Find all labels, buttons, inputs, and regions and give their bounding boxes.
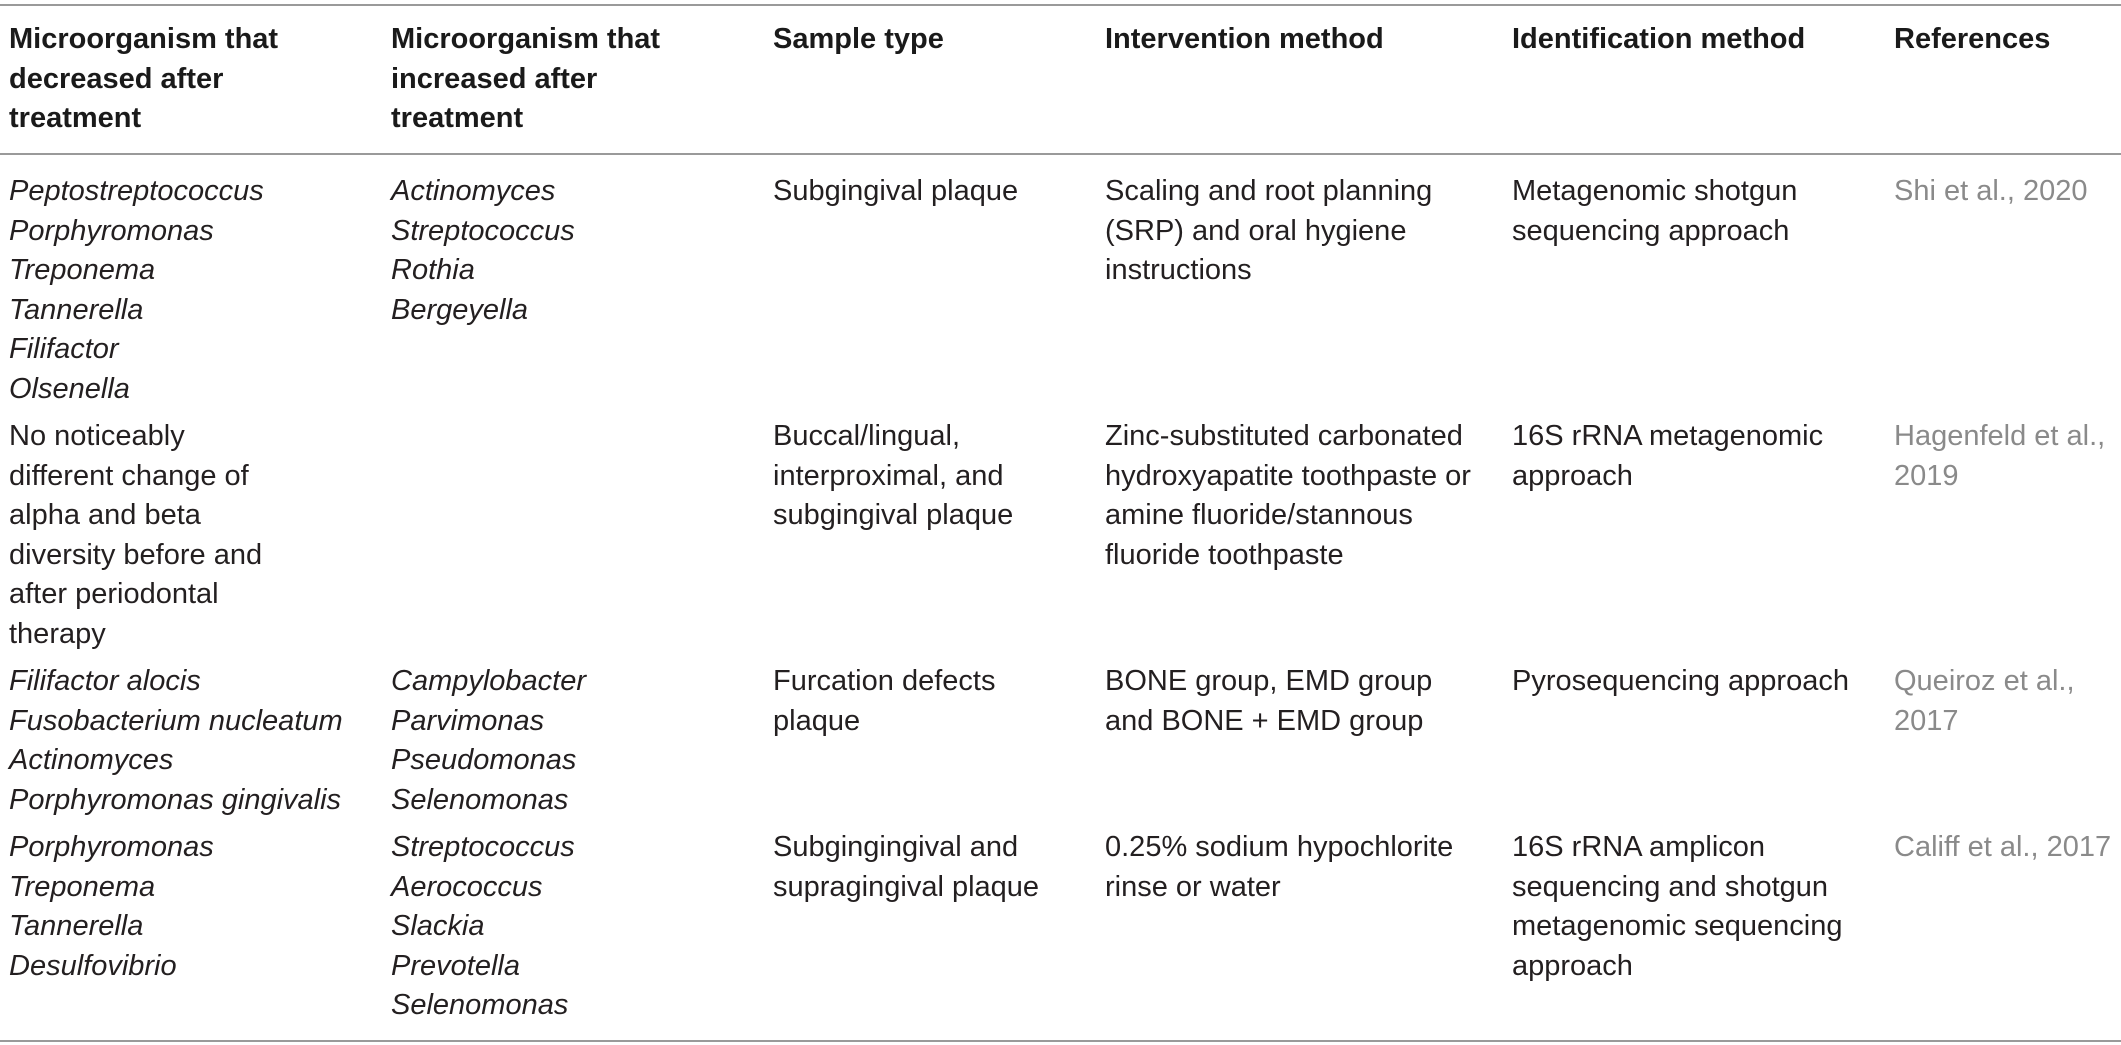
header-increased: Microorganism that increased after treatment: [391, 23, 661, 134]
cell-decreased: No noticeably different change of alpha and beta diversity before and after periodontal therapy: [9, 420, 263, 650]
reference-link[interactable]: Hagenfeld et al., 2019: [1894, 420, 2106, 492]
cell-increased: Actinomyces Streptococcus Rothia Bergeyella: [391, 175, 575, 326]
cell-sample-type: Buccal/lingual, interproximal, and subgingival plaque: [773, 420, 1014, 531]
cell-sample-type: Subgingival plaque: [773, 175, 1019, 207]
reference-link[interactable]: Califf et al., 2017: [1894, 831, 2112, 863]
table-bottom-rule: [0, 1040, 2121, 1042]
cell-identification-method: 16S rRNA amplicon sequencing and shotgun metagenomic sequencing approach: [1512, 831, 1843, 982]
cell-intervention-method: BONE group, EMD group and BONE + EMD group: [1105, 665, 1433, 737]
header-intervention-method: Intervention method: [1105, 23, 1384, 55]
cell-sample-type: Furcation defects plaque: [773, 665, 996, 737]
header-decreased: Microorganism that decreased after treatment: [9, 23, 279, 134]
cell-identification-method: Pyrosequencing approach: [1512, 665, 1849, 697]
cell-decreased: Filifactor alocis Fusobacterium nucleatum Actinomyces Porphyromonas gingivalis: [9, 665, 343, 816]
cell-decreased: Porphyromonas Treponema Tannerella Desulfovibrio: [9, 831, 214, 982]
header-identification-method: Identification method: [1512, 23, 1806, 55]
cell-sample-type: Subgingingival and supragingival plaque: [773, 831, 1040, 903]
reference-link[interactable]: Shi et al., 2020: [1894, 175, 2088, 207]
cell-increased: Campylobacter Parvimonas Pseudomonas Selenomonas: [391, 665, 587, 816]
header-references: References: [1894, 23, 2051, 55]
table-header-rule: [0, 153, 2121, 155]
cell-intervention-method: Scaling and root planning (SRP) and oral hygiene instructions: [1105, 175, 1433, 286]
cell-identification-method: Metagenomic shotgun sequencing approach: [1512, 175, 1798, 247]
cell-decreased: Peptostreptococcus Porphyromonas Treponema Tannerella Filifactor Olsenella: [9, 175, 264, 405]
reference-link[interactable]: Queiroz et al., 2017: [1894, 665, 2075, 737]
cell-increased: Streptococcus Aerococcus Slackia Prevotella Selenomonas: [391, 831, 575, 1021]
cell-identification-method: 16S rRNA metagenomic approach: [1512, 420, 1824, 492]
table-top-rule: [0, 4, 2121, 6]
cell-intervention-method: Zinc-substituted carbonated hydroxyapatite toothpaste or amine fluoride/stannous fluoride toothpaste: [1105, 420, 1471, 571]
header-sample-type: Sample type: [773, 23, 944, 55]
cell-intervention-method: 0.25% sodium hypochlorite rinse or water: [1105, 831, 1454, 903]
